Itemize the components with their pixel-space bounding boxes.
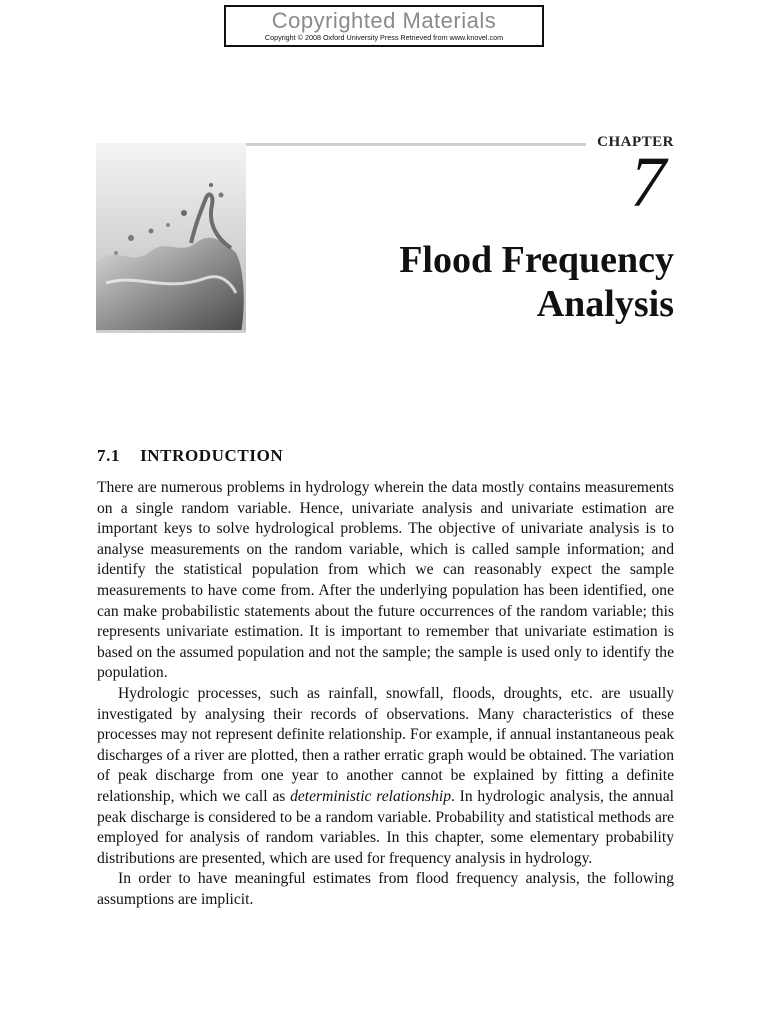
copyright-notice: Copyright © 2008 Oxford University Press Retrieved from www.knovel.com [264,33,504,42]
paragraph-1: There are numerous problems in hydrology wherein the data mostly contains measurements on a single random variable. Hence, univariate analysis and univariate estimation are important keys to solve hydrological problems. The objective of univariate analysis is to analyse measurements on the random variable, which is called sample information; and identify the statistical population from which we can reasonably expect the sample measurements to have come from. After the underlying population has been identified, one can make probabilistic statements about the future occurrences of the random variable; this represents univariate estimation. It is important to remember that univariate estimation is based on the assumed population and not the sample; the sample is used only to identify the population. [97,479,674,682]
section-heading [97,446,283,466]
chapter-title-line1: Flood Frequency [399,239,674,281]
paragraph-2 [97,684,674,869]
chapter-number: 7 [630,142,666,222]
chapter-title [399,238,674,326]
paragraph-2-text-b: . In hydrologic analysis, the annual peak discharge is considered to be a random variable. Probability and statistical methods are employed for analysis of random variables. In this chapter, some elementary probability distributions are presented, which are used for frequency analysis in hydrology. [97,787,674,867]
chapter-title-line2: Analysis [536,283,674,325]
paragraph-2-emphasis: deterministic relationship [290,787,452,805]
copyright-title: Copyrighted Materials [271,8,497,33]
paragraph-2-text-a: Hydrologic processes, such as rainfall, snowfall, floods, droughts, etc. are usually investigated by analysing their records of observations. Many characteristics of these processes may not represent definite relationship. For example, if annual instantaneous peak discharges of a river are plotted, then a rather erratic graph would be obtained. The variation of peak discharge from one year to another cannot be explained by fitting a definite relationship, which we call as [97,684,674,805]
water-splash-image [96,143,246,333]
body-text [97,478,674,910]
chapter-label: CHAPTER [597,134,674,150]
section-title: INTRODUCTION [140,446,284,465]
paragraph-3: In order to have meaningful estimates from flood frequency analysis, the following assumptions are implicit. [97,870,674,908]
section-number: 7.1 [97,446,121,465]
copyright-banner [224,5,544,47]
